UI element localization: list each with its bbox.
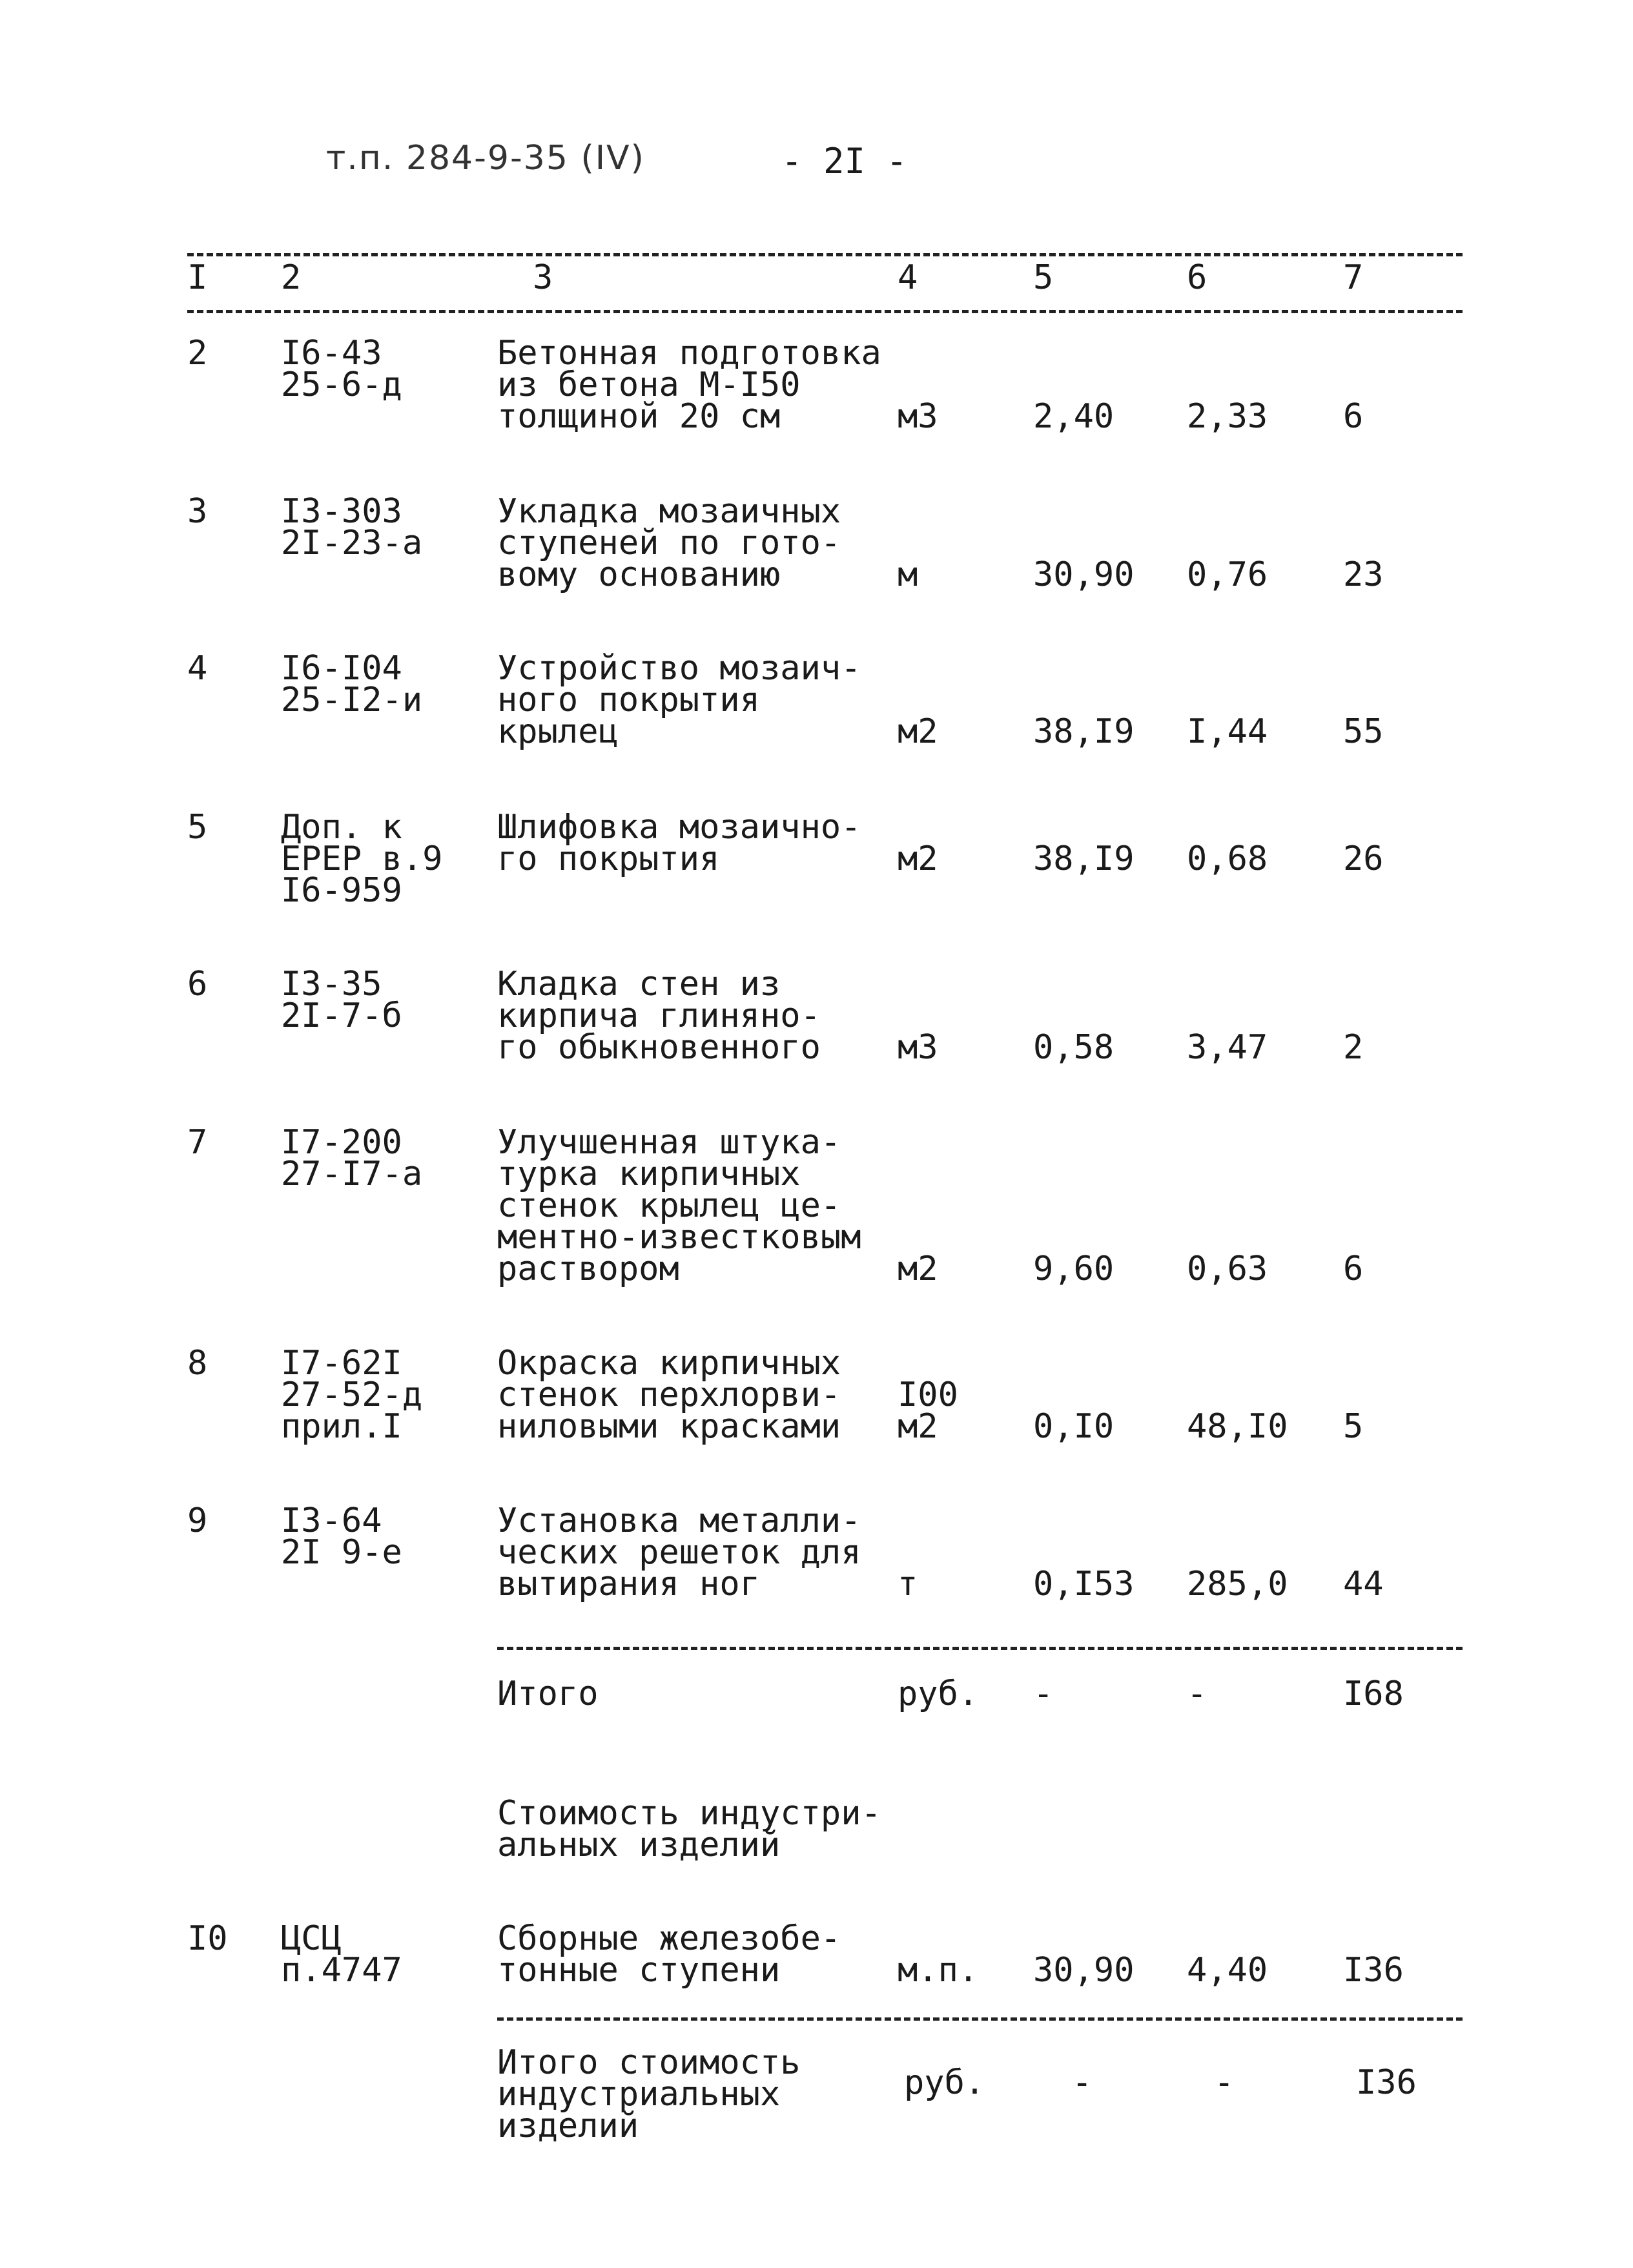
row-quantity: 38,I9 [1033, 712, 1135, 751]
row-price: 4,40 [1187, 1951, 1268, 1990]
section-title: Стоимость индустри- альных изделий [497, 1794, 881, 1864]
row-quantity: 30,90 [1033, 1951, 1135, 1990]
subtotal-label: Итого [497, 1675, 599, 1713]
row-total: 23 [1343, 555, 1384, 594]
row-code: I6-I04 25-I2-и [281, 649, 423, 719]
industrial-total-total: I36 [1356, 2063, 1417, 2102]
row-number: I0 [187, 1919, 228, 1958]
row-price: 0,68 [1187, 840, 1268, 878]
industrial-total-price: - [1214, 2063, 1235, 2102]
col-header-7: 7 [1343, 258, 1364, 297]
industrial-total-label: Итого стоимость индустриальных изделий [497, 2043, 801, 2145]
row-quantity: 2,40 [1033, 397, 1114, 436]
row-code: I3-35 2I-7-б [281, 965, 402, 1035]
col-header-2: 2 [281, 258, 302, 297]
row-code: I7-200 27-I7-а [281, 1123, 423, 1193]
row-unit: м [898, 555, 918, 594]
row-name: Бетонная подготовка из бетона М-I50 толщиной 20 см [497, 334, 881, 436]
row-quantity: 0,58 [1033, 1028, 1114, 1067]
subtotal-price: - [1187, 1675, 1207, 1713]
row-quantity: 0,I53 [1033, 1565, 1135, 1603]
subtotal-rule [497, 1647, 1463, 1650]
row-number: 8 [187, 1344, 208, 1383]
subtotal-total: I68 [1343, 1675, 1404, 1713]
col-header-5: 5 [1033, 258, 1054, 297]
row-name: Установка металли- ческих решеток для вытирания ног [497, 1501, 861, 1603]
row-price: 0,63 [1187, 1250, 1268, 1288]
header-bottom-rule [187, 310, 1463, 313]
row-code: I6-43 25-6-д [281, 334, 402, 404]
row-name: Укладка мозаичных ступеней по гото- вому основанию [497, 492, 841, 594]
row-name: Сборные железобе- тонные ступени [497, 1919, 841, 1990]
row-total: 44 [1343, 1565, 1384, 1603]
row-name: Улучшенная штука- турка кирпичных стенок крылец це- ментно-известковым раствором [497, 1123, 861, 1288]
row-unit: м3 [898, 1028, 938, 1067]
row-total: 55 [1343, 712, 1384, 751]
row-quantity: 9,60 [1033, 1250, 1114, 1288]
row-number: 3 [187, 492, 208, 531]
row-unit: м2 [898, 840, 938, 878]
row-code: ЦСЦ п.4747 [281, 1919, 402, 1990]
row-name: Окраска кирпичных стенок перхлорви- ниловыми красками [497, 1344, 841, 1446]
row-code: I7-62I 27-52-д прил.I [281, 1344, 423, 1446]
row-unit: м2 [898, 1250, 938, 1288]
row-name: Устройство мозаич- ного покрытия крылец [497, 649, 861, 751]
row-price: 0,76 [1187, 555, 1268, 594]
row-number: 5 [187, 808, 208, 847]
row-code: I3-64 2I 9-е [281, 1501, 402, 1572]
row-code: I3-303 2I-23-а [281, 492, 423, 562]
row-unit: т [898, 1565, 918, 1603]
industrial-total-unit: руб. [904, 2063, 985, 2102]
document-code: т.п. 284-9-35 (IV) [326, 139, 645, 178]
row-total: 5 [1343, 1407, 1364, 1446]
row-quantity: 30,90 [1033, 555, 1135, 594]
col-header-3: 3 [533, 258, 553, 297]
row-price: 3,47 [1187, 1028, 1268, 1067]
row-unit: м3 [898, 397, 938, 436]
row-quantity: 0,I0 [1033, 1407, 1114, 1446]
row-number: 9 [187, 1501, 208, 1540]
row-name: Шлифовка мозаично- го покрытия [497, 808, 861, 878]
row-price: I,44 [1187, 712, 1268, 751]
row-unit: м2 [898, 712, 938, 751]
row-total: 2 [1343, 1028, 1364, 1067]
subtotal-unit: руб. [898, 1675, 979, 1713]
industrial-total-rule [497, 2017, 1463, 2021]
row-number: 7 [187, 1123, 208, 1162]
row-name: Кладка стен из кирпича глиняно- го обыкновенного [497, 965, 821, 1067]
row-total: 6 [1343, 1250, 1364, 1288]
row-total: 6 [1343, 397, 1364, 436]
row-number: 6 [187, 965, 208, 1004]
row-price: 285,0 [1187, 1565, 1288, 1603]
row-quantity: 38,I9 [1033, 840, 1135, 878]
row-total: I36 [1343, 1951, 1404, 1990]
col-header-6: 6 [1187, 258, 1207, 297]
row-number: 4 [187, 649, 208, 688]
row-unit: м.п. [898, 1951, 979, 1990]
row-total: 26 [1343, 840, 1384, 878]
page-number: - 2I - [781, 141, 908, 181]
subtotal-quantity: - [1033, 1675, 1054, 1713]
row-number: 2 [187, 334, 208, 373]
table-top-rule [187, 253, 1463, 256]
row-code: Доп. к ЕРЕР в.9 I6-959 [281, 808, 443, 910]
industrial-total-quantity: - [1072, 2063, 1093, 2102]
col-header-1: I [187, 258, 208, 297]
col-header-4: 4 [898, 258, 918, 297]
row-price: 2,33 [1187, 397, 1268, 436]
row-unit: I00 м2 [898, 1376, 958, 1446]
row-price: 48,I0 [1187, 1407, 1288, 1446]
